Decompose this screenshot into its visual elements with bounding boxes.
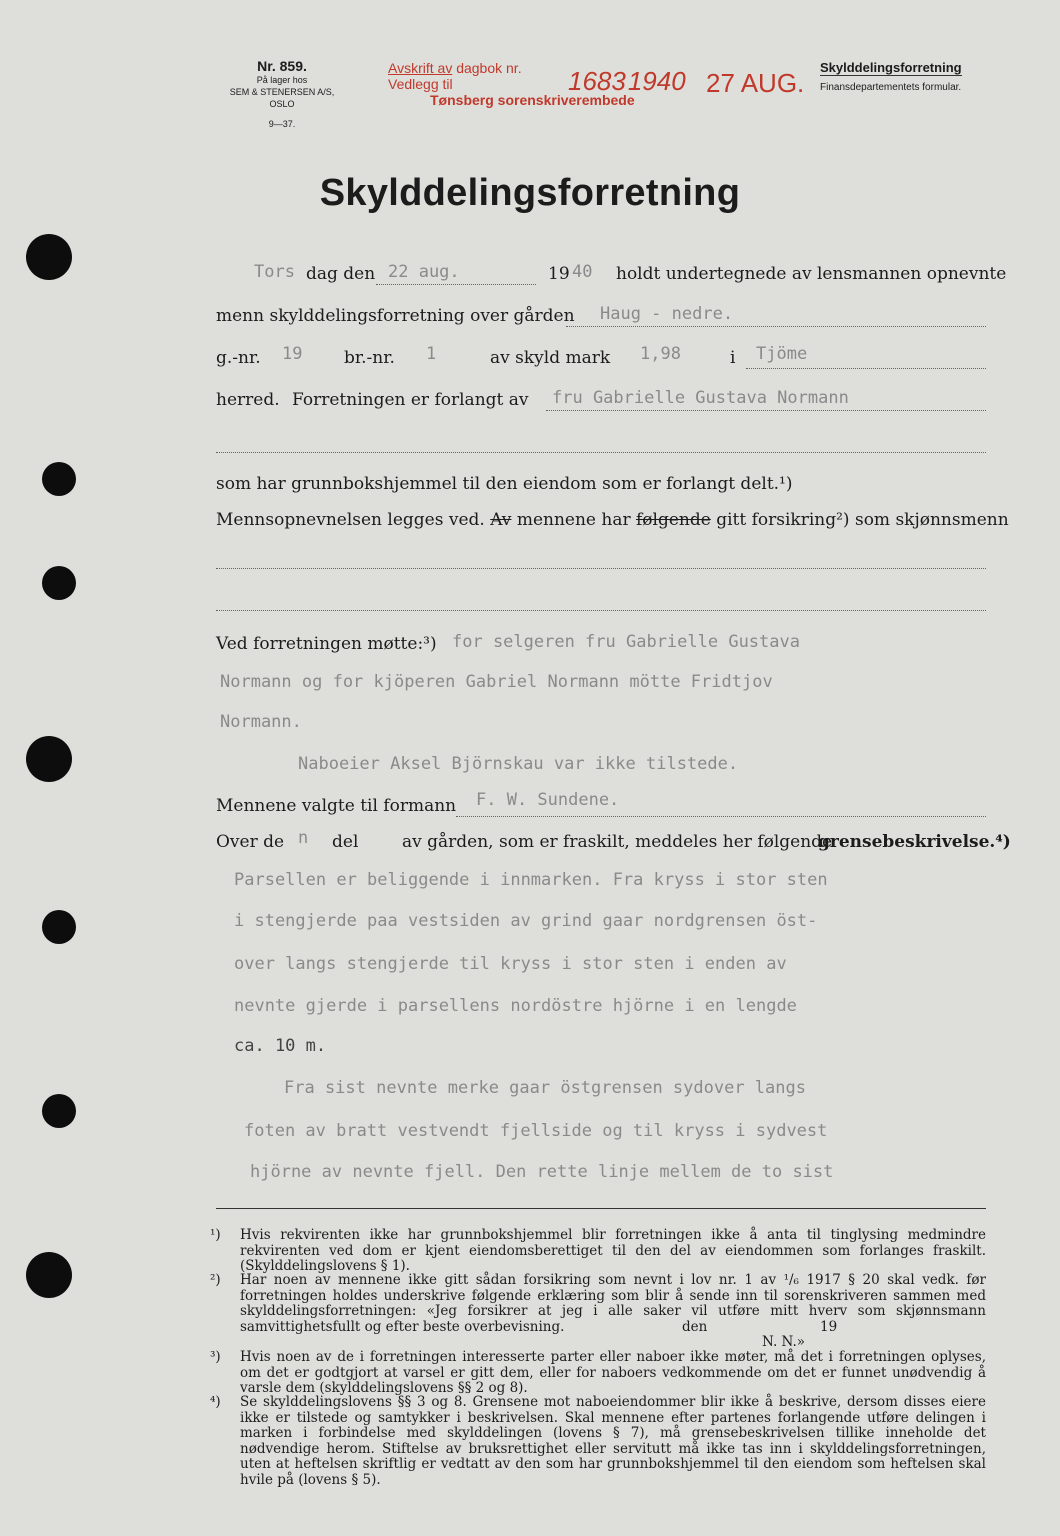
grense-label: grensebeskrivelse.⁴) — [818, 832, 1011, 852]
bnr-label: br.-nr. — [344, 348, 395, 368]
men-text: menn skylddelingsforretning over gården — [216, 306, 575, 326]
attended-value: Normann og for kjöperen Gabriel Normann mötte Fridtjov — [220, 672, 773, 692]
weekday-prefix: Tors — [254, 262, 295, 282]
form-line-farm — [216, 304, 986, 330]
punch-hole — [26, 234, 72, 280]
footnote: ²) Har noen av mennene ikke gitt sådan forsikring som nevnt i lov nr. 1 av ¹/₆ 1917 § 20 skal vedk. før forretningen holdes underskrive følgende erklæring som blir å sende inn til sorenskriveren sammen med skylddelingsforretningen: «Jeg forsikrer at jeg i alle saker vil utføre mitt hverv som skjønnsmann samvittighetsfullt og efter beste overbevisning. — [210, 1272, 986, 1335]
form-line-part — [216, 828, 1011, 856]
chairman-value: F. W. Sundene. — [476, 790, 620, 810]
attended-value: Naboeier Aksel Björnskau var ikke tilstede. — [298, 754, 739, 774]
year-prefix: 19 — [548, 264, 570, 284]
footnote-separator — [216, 1208, 986, 1209]
boundary-line: ca. 10 m. — [234, 1036, 327, 1056]
form-number: Nr. 859. — [257, 58, 307, 74]
publisher-line: SEM & STENERSEN A/S, OSLO — [229, 87, 335, 109]
punch-hole — [42, 1094, 76, 1128]
farm-value: Haug - nedre. — [600, 304, 734, 324]
del-label: del — [332, 832, 359, 852]
held-text: holdt undertegnede av lensmannen opnevnte — [616, 264, 1007, 284]
over-value: n — [298, 828, 309, 848]
printer-info — [222, 58, 342, 130]
footnote: ¹) Hvis rekvirenten ikke har grunnbokshjemmel blir forretningen ikke å anta til tinglysing medmindre rekvirenten ved dom er kjent eiendomsberettiget til den del av eiendommen som forlanges fraskilt. (Skylddelingslovens § 1). — [210, 1227, 986, 1274]
requested-value: fru Gabrielle Gustava Normann — [552, 388, 849, 408]
skyld-label: av skyld mark — [490, 348, 611, 368]
form-line-menn: Mennsopnevnelsen legges ved. Av mennene har følgende gitt forsikring²) som skjønnsmenn — [216, 510, 1009, 530]
form-line-attended — [216, 632, 986, 658]
boundary-line: foten av bratt vestvendt fjellside og til kryss i sydvest — [244, 1121, 828, 1141]
form-title-right: Skylddelingsforretning — [820, 60, 962, 75]
dagbok-number: 16831940 — [568, 66, 686, 96]
garden-text: av gården, som er fraskilt, meddeles her følgende — [402, 832, 833, 852]
form-line-gnr — [216, 346, 986, 372]
day-label: dag den — [306, 264, 376, 284]
chairman-label: Mennene valgte til formann — [216, 796, 457, 816]
herred-label: herred. — [216, 390, 280, 410]
footnote-sig-year: 19 — [820, 1319, 838, 1335]
footnote: ³) Hvis noen av de i forretningen interesserte parter eller naboer ikke møter, må det i forretningen oplyses, om det er godtgjort at varsel er gitt dem, eller for naboers vedkommende om det er funnet unødvendig å varsle dem (skylddelingslovens §§ 2 og 8). — [210, 1349, 986, 1396]
publisher-date: 9—37. — [268, 119, 296, 129]
boundary-line: Parsellen er beliggende i innmarken. Fra kryss i stor sten — [234, 870, 828, 890]
attended-value: Normann. — [220, 712, 302, 732]
form-subtitle-right: Finansdepartementets formular. — [820, 82, 962, 93]
punch-hole — [42, 910, 76, 944]
punch-hole — [26, 736, 72, 782]
punch-hole — [42, 566, 76, 600]
document-title: Skylddelingsforretning — [319, 172, 741, 214]
form-line-chairman — [216, 790, 986, 820]
footnote-sig-nn: N. N.» — [762, 1334, 806, 1350]
boundary-line: hjörne av nevnte fjell. Den rette linje mellem de to sist — [250, 1162, 834, 1182]
herred-value: Tjöme — [756, 344, 808, 364]
footnote: ⁴) Se skylddelingslovens §§ 3 og 8. Grensene mot naboeiendommer blir ikke å beskrive, dersom disses eiere ikke er tilstede og samtykker i beskrivelsen. Skal mennene efter partenes forlangende utføre delingen i marken i forbindelse med skylddelingen (lovens § 7), må grensebeskrivelsen tillike inneholde det nødvendige herom. Stiftelse av bruksrettighet eller servitutt må ikke tas inn i skylddelingsforretningen, uten at heftelsen skriftlig er vedtatt av den som har grunnbokshjemmel til den eiendom som heftelsen skal hvile på (lovens § 5). — [210, 1394, 986, 1488]
skyld-value: 1,98 — [640, 344, 681, 364]
over-label: Over de — [216, 832, 285, 852]
form-line-requested — [216, 388, 986, 414]
publisher-line: På lager hos — [256, 75, 308, 85]
year-suffix: 40 — [572, 262, 593, 282]
attended-value: for selgeren fru Gabrielle Gustava — [452, 632, 800, 652]
stamp-line: Vedlegg til — [388, 76, 453, 92]
boundary-line: Fra sist nevnte merke gaar östgrensen sydover langs — [284, 1078, 806, 1098]
date-value: 22 aug. — [388, 262, 460, 282]
punch-hole — [42, 462, 76, 496]
punch-hole — [26, 1252, 72, 1298]
i-label: i — [730, 348, 736, 368]
boundary-line: nevnte gjerde i parsellens nordöstre hjörne i en lengde — [234, 996, 797, 1016]
grunnbok-text: som har grunnbokshjemmel til den eiendom som er forlangt delt.¹) — [216, 474, 793, 494]
boundary-line: over langs stengjerde til kryss i stor sten i enden av — [234, 954, 787, 974]
bnr-value: 1 — [426, 344, 437, 364]
stamp-line: Avskrift av dagbok nr. — [388, 60, 522, 76]
boundary-line: i stengjerde paa vestsiden av grind gaar nordgrensen öst- — [234, 911, 818, 931]
gnr-label: g.-nr. — [216, 348, 261, 368]
stamp-line: Tønsberg sorenskriverembede — [430, 92, 635, 108]
gnr-value: 19 — [282, 344, 303, 364]
date-stamp: 27 AUG. — [706, 68, 805, 98]
requested-label: Forretningen er forlangt av — [292, 390, 529, 410]
form-line-date — [216, 262, 1007, 288]
footnote-sig-den: den — [682, 1319, 708, 1335]
attended-label: Ved forretningen møtte:³) — [216, 634, 437, 654]
